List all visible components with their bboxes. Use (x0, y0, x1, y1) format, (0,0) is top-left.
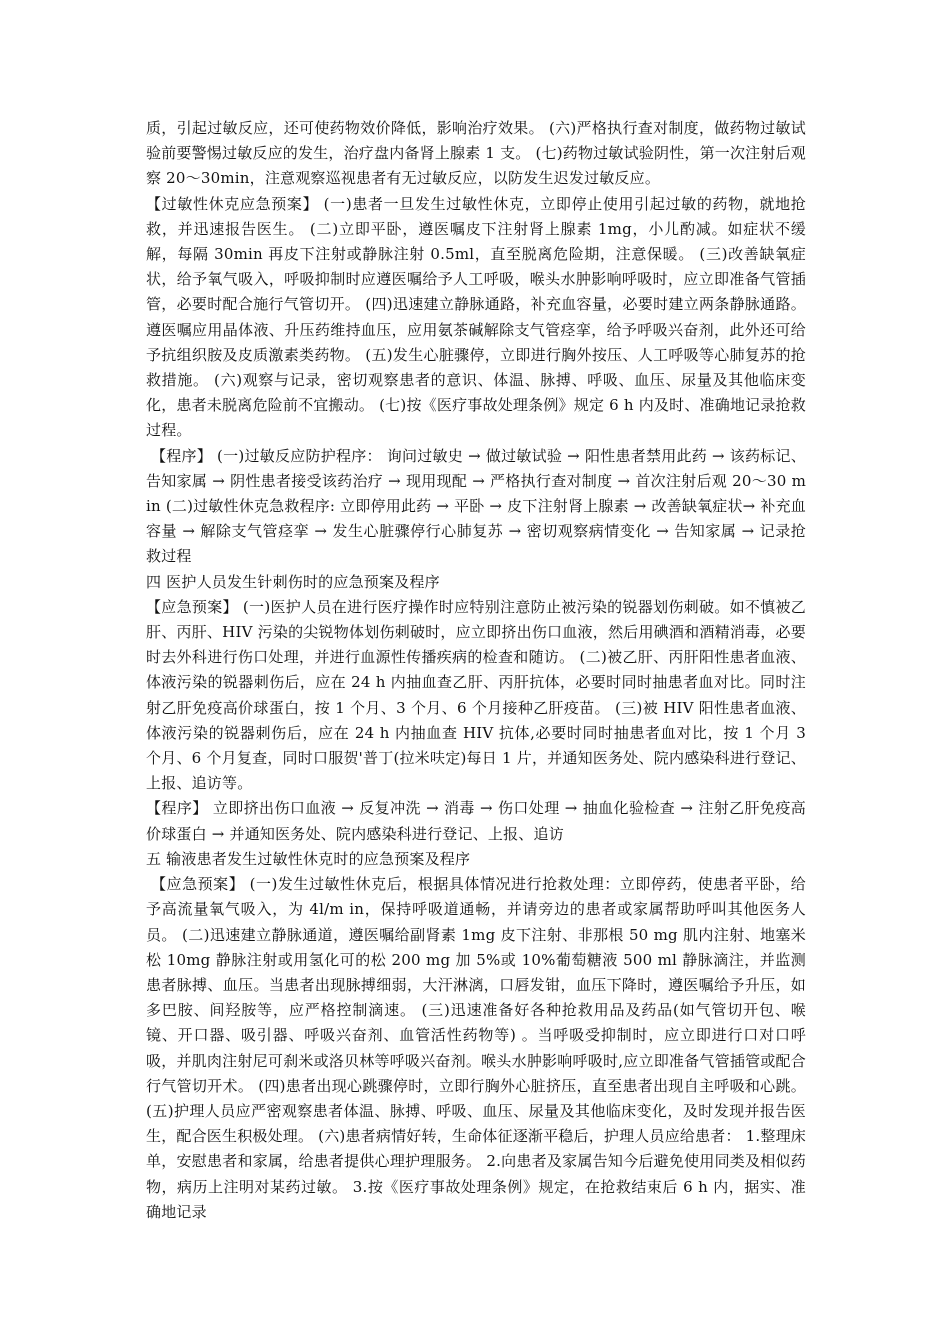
paragraph-infusion-anaphylaxis-plan: 【应急预案】 (一)发生过敏性休克后，根据具体情况进行抢救处理：立即停药，使患者平卧，给予高流量氧气吸入，为 4l/m in，保持呼吸道通畅，并请旁边的患者或家属帮助呼叫其他医务人员。 (二)迅速建立静脉通道，遵医嘱给副肾素 1mg 皮下注射、非那根 50 mg 肌内注射、地塞米松 10mg 静脉注射或用氢化可的松 200 mg 加 5%或 10%葡萄糖液 500 ml 静脉滴注，并监测患者脉搏、血压。当患者出现脉搏细弱，大汗淋漓，口唇发钳，血压下降时，遵医嘱给予升压，如多巴胺、间羟胺等，应严格控制滴速。 (三)迅速准备好各种抢救用品及药品(如气管切开包、喉镜、开口器、吸引器、呼吸兴奋剂、血管活性药物等) 。当呼吸受抑制时，应立即进行口对口呼吸，并肌肉注射尼可刹米或洛贝林等呼吸兴奋剂。喉头水肿影响呼吸时,应立即准备气管插管或配合行气管切开术。 (四)患者出现心跳骤停时，立即行胸外心脏挤压，直至患者出现自主呼吸和心跳。 (五)护理人员应严密观察患者体温、脉搏、呼吸、血压、尿量及其他临床变化，及时发现并报告医生，配合医生积极处理。 (六)患者病情好转，生命体征逐渐平稳后，护理人员应给患者： 1.整理床单，安慰患者和家属，给患者提供心理护理服务。 2.向患者及家属告知今后避免使用同类及相似药物，病历上注明对某药过敏。 3.按《医疗事故处理条例》规定，在抢救结束后 6 h 内，据实、准确地记录 (146, 875, 806, 1221)
paragraph-needlestick-procedure: 【程序】 立即挤出伤口血液 → 反复冲洗 → 消毒 → 伤口处理 → 抽血化验检查 → 注射乙肝免疫高价球蛋白 → 并通知医务处、院内感染科进行登记、上报、追访 (146, 799, 806, 843)
paragraph-anaphylactic-shock-plan: 【过敏性休克应急预案】 (一)患者一旦发生过敏性休克，立即停止使用引起过敏的药物，就地抢救，并迅速报告医生。 (二)立即平卧，遵医嘱皮下注射肾上腺素 1mg，小儿酌减。如症状不缓解，每隔 30min 再皮下注射或静脉注射 0.5ml，直至脱离危险期，注意保暖。 (三)改善缺氧症状，给予氧气吸入，呼吸抑制时应遵医嘱给予人工呼吸，喉头水肿影响呼吸时，应立即准备气管插管，必要时配合施行气管切开。 (四)迅速建立静脉通路，补充血容量，必要时建立两条静脉通路。遵医嘱应用晶体液、升压药维持血压，应用氨茶碱解除支气管痉挛，给予呼吸兴奋剂，此外还可给予抗组织胺及皮质激素类药物。 (五)发生心脏骤停，立即进行胸外按压、人工呼吸等心肺复苏的抢救措施。 (六)观察与记录，密切观察患者的意识、体温、脉搏、呼吸、血压、尿量及其他临床变化，患者未脱离危险前不宜搬动。 (七)按《医疗事故处理条例》规定 6 h 内及时、准确地记录抢救过程。 (146, 194, 806, 440)
document-page (146, 116, 806, 1225)
heading-needlestick-injury: 四 医护人员发生针刺伤时的应急预案及程序 (146, 572, 440, 591)
heading-infusion-anaphylaxis: 五 输液患者发生过敏性休克时的应急预案及程序 (146, 849, 471, 868)
paragraph-allergy-procedure: 【程序】 (一)过敏反应防护程序： 询问过敏史 → 做过敏试验 → 阳性患者禁用此药 → 该药标记、告知家属 → 阴性患者接受该药治疗 → 现用现配 → 严格执行查对制度 → 首次注射后观 20～30 min (二)过敏性休克急救程序: 立即停用此药 → 平卧 → 皮下注射肾上腺素 → 改善缺氧症状→ 补充血容量 → 解除支气管痉挛 → 发生心脏骤停行心肺复苏 → 密切观察病情变化 → 告知家属 → 记录抢救过程 (146, 446, 807, 566)
paragraph-allergy-prevention-end: 质，引起过敏反应，还可使药物效价降低，影响治疗效果。 (六)严格执行查对制度，做药物过敏试验前要警惕过敏反应的发生，治疗盘内备肾上腺素 1 支。 (七)药物过敏试验阴性，第一次注射后观察 20～30min，注意观察巡视患者有无过敏反应，以防发生迟发过敏反应。 (146, 119, 806, 188)
paragraph-needlestick-plan: 【应急预案】 (一)医护人员在进行医疗操作时应特别注意防止被污染的锐器划伤刺破。如不慎被乙肝、丙肝、HIV 污染的尖锐物体划伤刺破时，应立即挤出伤口血液，然后用碘酒和酒精消毒，必要时去外科进行伤口处理，并进行血源性传播疾病的检查和随访。 (二)被乙肝、丙肝阳性患者血液、体液污染的锐器刺伤后，应在 24 h 内抽血查乙肝、丙肝抗体，必要时同时抽患者血对比。同时注射乙肝免疫高价球蛋白，按 1 个月、3 个月、6 个月接种乙肝疫苗。 (三)被 HIV 阳性患者血液、体液污染的锐器刺伤后，应在 24 h 内抽血查 HIV 抗体,必要时同时抽患者血对比，按 1 个月 3 个月、6 个月复查，同时口服贺'普丁(拉米呋定)每日 1 片，并通知医务处、院内感染科进行登记、上报、追访等。 (146, 597, 806, 793)
